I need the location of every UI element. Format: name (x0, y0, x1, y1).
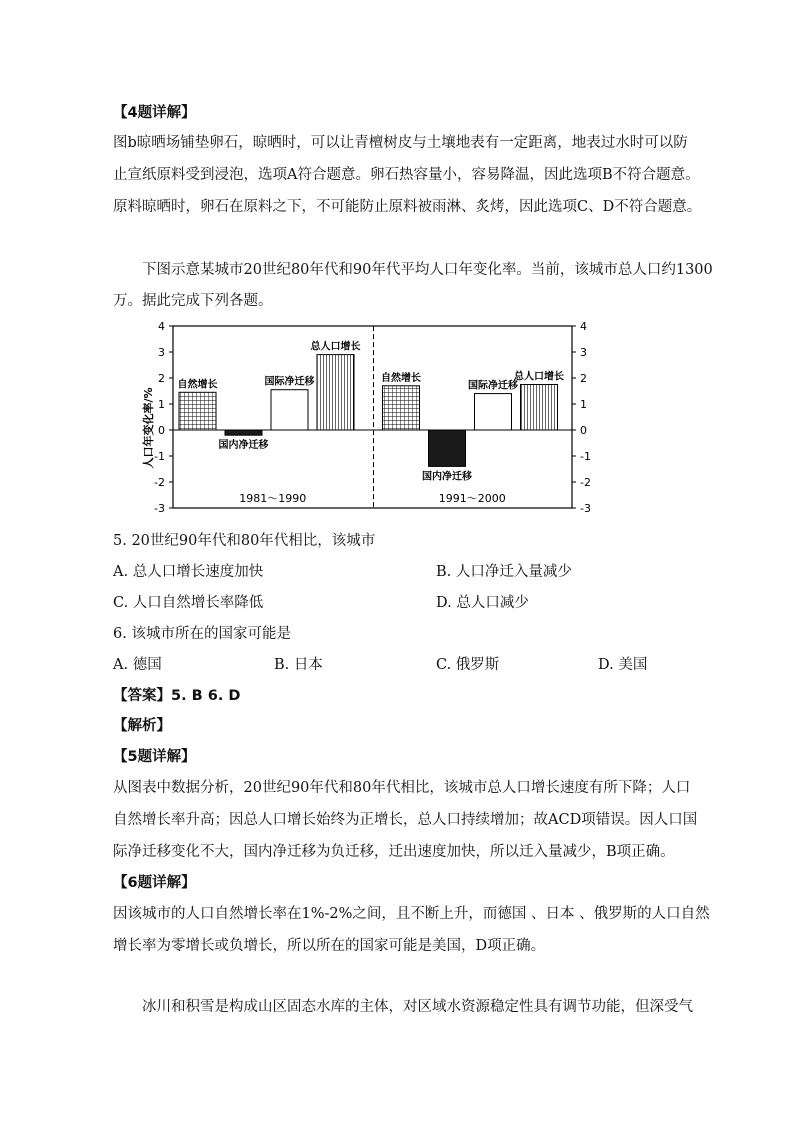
bar-1-2 (225, 430, 262, 435)
q6-option-b: B. 日本 (274, 657, 323, 673)
period-label: 1981～1990 (239, 492, 307, 505)
q5-option-a: A. 总人口增长速度加快 (113, 564, 264, 580)
bar-2-1 (383, 386, 420, 430)
analysis-heading: 【解析】 (113, 718, 171, 734)
bar-label: 国际净迁移 (264, 376, 315, 388)
intro-line-1: 下图示意某城市20世纪80年代和90年代平均人口年变化率。当前，该城市总人口约1300 (142, 262, 713, 278)
y-tick-label-left: 1 (158, 398, 165, 411)
y-tick-label-right: 0 (580, 424, 587, 437)
q6-detail-heading: 【6题详解】 (113, 875, 196, 891)
q6-option-a: A. 德国 (113, 657, 162, 673)
q5-option-c: C. 人口自然增长率降低 (113, 595, 264, 611)
bar-2-3 (475, 394, 512, 430)
q6-stem: 6. 该城市所在的国家可能是 (113, 626, 291, 642)
q5-detail-line-3: 际净迁移变化不大，国内净迁移为负迁移，迁出速度加快，所以迁入量减少，B项正确。 (113, 844, 675, 860)
q5-detail-heading: 【5题详解】 (113, 749, 196, 765)
bar-label: 总人口增长 (514, 371, 564, 383)
bar-label: 国内净迁移 (422, 471, 472, 483)
bar-label: 自然增长 (381, 372, 421, 384)
q4-heading: 【4题详解】 (113, 105, 196, 121)
bar-2-2 (429, 430, 466, 466)
period-label: 1991～2000 (438, 492, 506, 505)
intro-line-2: 万。据此完成下列各题。 (113, 293, 273, 309)
q6-option-c: C. 俄罗斯 (436, 657, 500, 673)
bar-label: 自然增长 (177, 379, 218, 391)
q6-detail-line-2: 增长率为零增长或负增长，所以所在的国家可能是美国，D项正确。 (113, 938, 546, 954)
q5-option-d: D. 总人口减少 (436, 595, 529, 611)
bar-2-4 (521, 385, 558, 431)
q4-line-1: 图b晾晒场铺垫卵石，晾晒时，可以让青檀树皮与土壤地表有一定距离，地表过水时可以防 (113, 135, 688, 151)
plot-frame (173, 326, 572, 508)
y-axis-label: 人口年变化率/% (142, 387, 155, 469)
y-tick-label-left: -2 (154, 476, 165, 489)
next-paragraph-line: 冰川和积雪是构成山区固态水库的主体，对区域水资源稳定性具有调节功能，但深受气 (142, 999, 693, 1015)
y-tick-label-left: 2 (158, 372, 165, 385)
answer-line: 【答案】5. B 6. D (113, 688, 241, 704)
y-tick-label-right: 2 (580, 372, 587, 385)
bar-label: 国内净迁移 (218, 440, 269, 452)
population-change-chart (140, 316, 610, 516)
q5-option-b: B. 人口净迁入量减少 (436, 564, 572, 580)
y-tick-label-left: -1 (154, 450, 165, 463)
q6-detail-line-1: 因该城市的人口自然增长率在1%-2%之间，且不断上升，而德国 、日本 、俄罗斯的人口自然 (113, 906, 710, 922)
q5-stem: 5. 20世纪90年代和80年代相比，该城市 (113, 533, 376, 549)
bar-1-1 (179, 392, 216, 430)
y-tick-label-right: -2 (580, 476, 591, 489)
y-tick-label-right: 4 (580, 320, 587, 333)
bar-label: 总人口增长 (310, 341, 361, 353)
q4-line-2: 止宣纸原料受到浸泡，选项A符合题意。卵石热容量小，容易降温，因此选项B不符合题意。 (113, 167, 700, 183)
q5-detail-line-1: 从图表中数据分析，20世纪90年代和80年代相比，该城市总人口增长速度有所下降；人口 (113, 780, 691, 796)
y-tick-label-right: -1 (580, 450, 591, 463)
q4-line-3: 原料晾晒时，卵石在原料之下，不可能防止原料被雨淋、炙烤，因此选项C、D不符合题意。 (113, 199, 702, 215)
y-tick-label-left: -3 (154, 502, 165, 515)
bar-label: 国际净迁移 (468, 380, 518, 392)
y-tick-label-right: -3 (580, 502, 591, 515)
bar-1-3 (271, 390, 308, 430)
bar-1-4 (317, 355, 354, 430)
y-tick-label-right: 1 (580, 398, 587, 411)
y-tick-label-right: 3 (580, 346, 587, 359)
y-tick-label-left: 3 (158, 346, 165, 359)
y-tick-label-left: 0 (158, 424, 165, 437)
y-tick-label-left: 4 (158, 320, 165, 333)
q5-detail-line-2: 自然增长率升高；因总人口增长始终为正增长，总人口持续增加；故ACD项错误。因人口国 (113, 812, 698, 828)
q6-option-d: D. 美国 (598, 657, 648, 673)
